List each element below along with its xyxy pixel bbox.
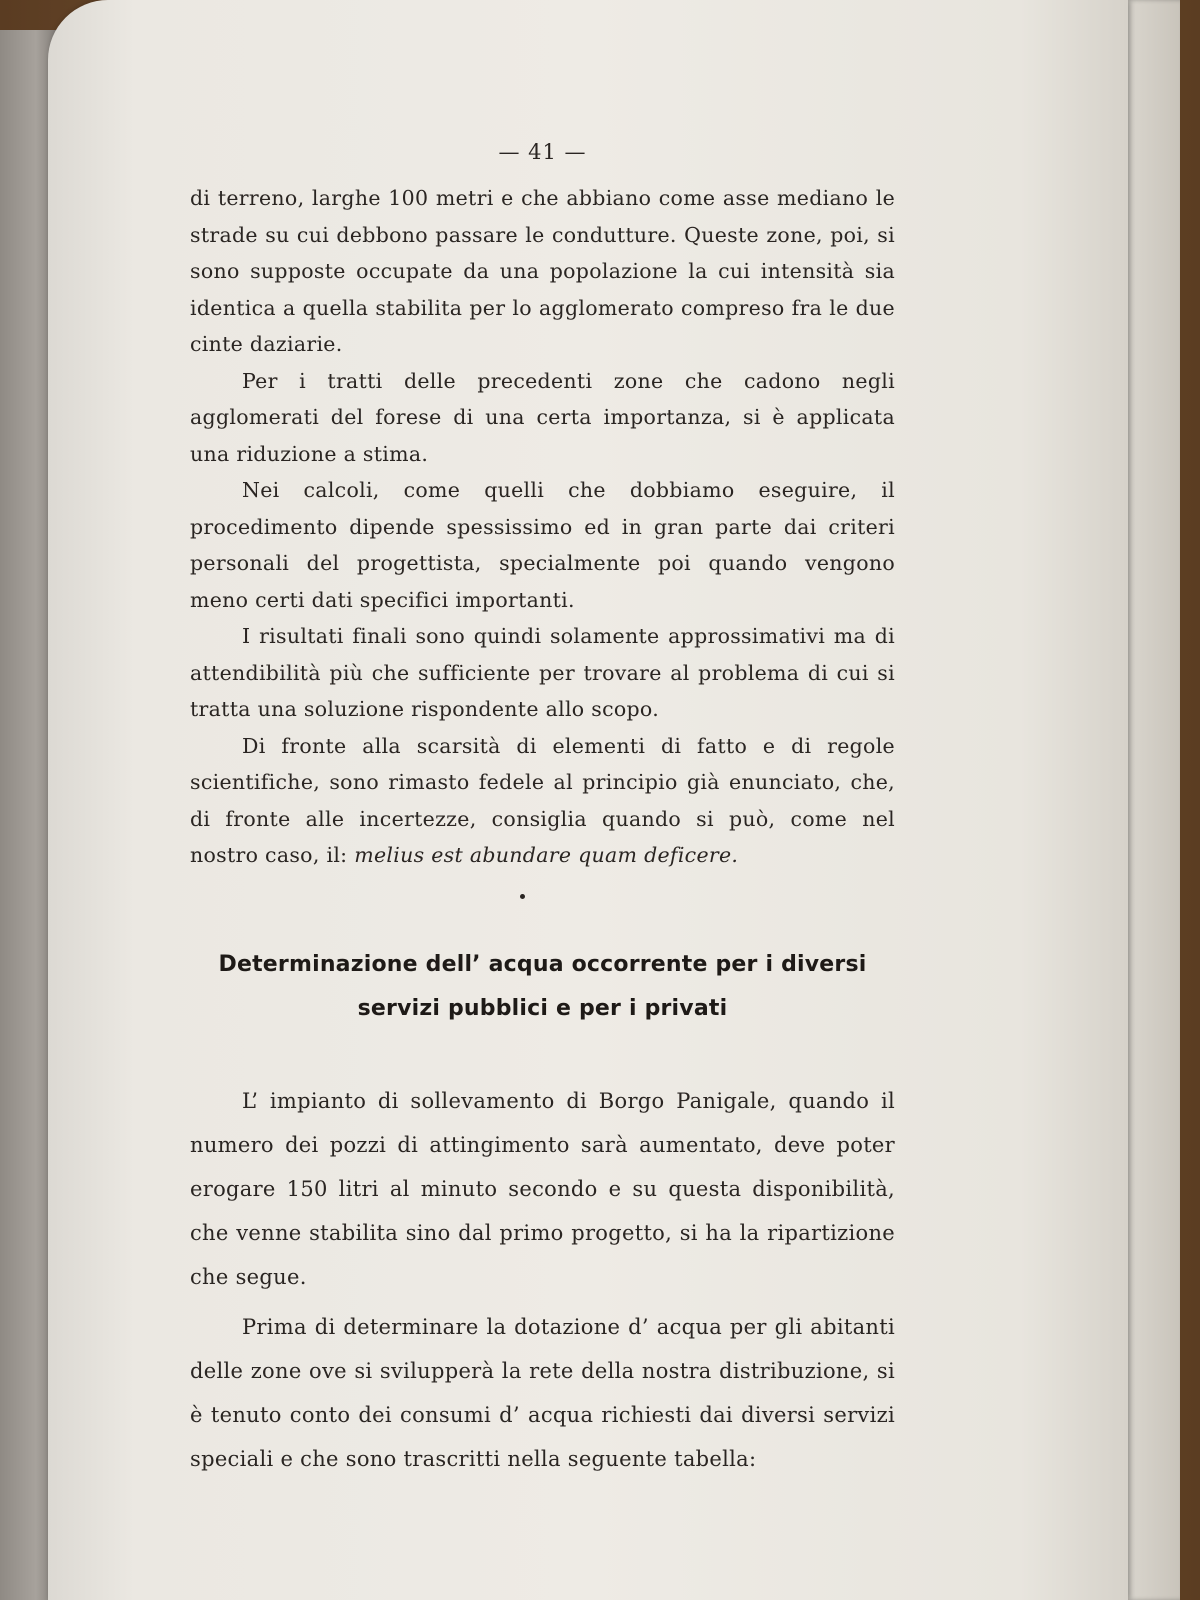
section-heading-line-1: Determinazione dell’ acqua occorrente per i diversi bbox=[218, 951, 867, 977]
page-number: — 41 — bbox=[498, 140, 587, 164]
latin-phrase: melius est abundare quam deficere. bbox=[354, 843, 739, 867]
ink-dot bbox=[520, 894, 525, 899]
paragraph-text: Di fronte alla scarsità di elementi di fatto e di regole scientifiche, sono rimasto fedele al principio già enunciato, che, di fronte alle incertezze, consiglia quando si può, come nel nostro caso, il: bbox=[190, 733, 895, 867]
page-content bbox=[190, 140, 895, 1481]
paragraph: Prima di determinare la dotazione d’ acqua per gli abitanti delle zone ove si svilupperà la rete della nostra distribuzione, si è tenuto conto dei consumi d’ acqua richiesti dai diversi servizi speciali e che sono trascritti nella seguente tabella: bbox=[190, 1314, 895, 1471]
paragraph: L’ impianto di sollevamento di Borgo Panigale, quando il numero dei pozzi di attingimento sarà aumentato, deve poter erogare 150 litri al minuto secondo e su questa disponibilità, che venne stabilita sino dal primo progetto, si ha la ripartizione che segue. bbox=[190, 1088, 895, 1289]
paragraph: I risultati finali sono quindi solamente approssimativi ma di attendibilità più che sufficiente per trovare al problema di cui si tratta una soluzione rispondente allo scopo. bbox=[190, 624, 895, 721]
paragraph: Nei calcoli, come quelli che dobbiamo eseguire, il procedimento dipende spessissimo ed in gran parte dai criteri personali del progettista, specialmente poi quando vengono meno certi dati specifici importanti. bbox=[190, 478, 895, 612]
section-heading bbox=[190, 943, 895, 1031]
section-heading-line-2: servizi pubblici e per i privati bbox=[357, 995, 728, 1021]
paragraph: Per i tratti delle precedenti zone che cadono negli agglomerati del forese di una certa importanza, si è applicata una riduzione a stima. bbox=[190, 368, 895, 466]
section-body bbox=[190, 1079, 895, 1481]
paragraph-with-latin-phrase bbox=[190, 728, 895, 874]
paragraph: di terreno, larghe 100 metri e che abbiano come asse mediano le strade su cui debbono passare le condutture. Queste zone, poi, si sono supposte occupate da una popolazione la cui intensità sia identica a quella stabilita per lo agglomerato compreso fra le due cinte daziarie. bbox=[190, 186, 895, 356]
